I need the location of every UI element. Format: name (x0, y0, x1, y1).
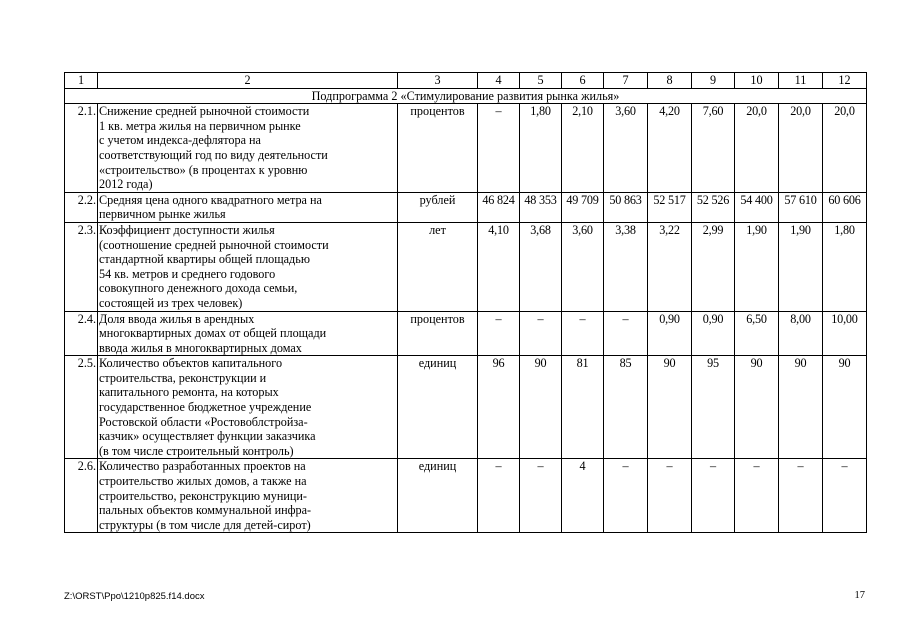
value-cell: – (478, 104, 520, 193)
table-row (65, 192, 867, 222)
value-cell: 1,80 (823, 222, 867, 311)
value-cell: 1,90 (779, 222, 823, 311)
value-cell: 0,90 (692, 311, 735, 356)
value-cell: 95 (692, 356, 735, 459)
column-number: 10 (735, 73, 779, 89)
row-number: 2.2. (65, 192, 98, 222)
value-cell: 90 (520, 356, 562, 459)
value-cell: 6,50 (735, 311, 779, 356)
table-row (65, 311, 867, 356)
indicator-name-line: Средняя цена одного квадратного метра на (99, 192, 322, 207)
column-number: 4 (478, 73, 520, 89)
value-cell: 20,0 (779, 104, 823, 193)
value-cell: 90 (823, 356, 867, 459)
indicator-name-line: строительство, реконструкцию муници- (99, 488, 307, 503)
indicator-name (98, 356, 398, 459)
indicator-name-line: с учетом индекса-дефлятора на (99, 133, 261, 148)
value-cell: 3,60 (604, 104, 648, 193)
column-number: 3 (398, 73, 478, 89)
value-cell: 3,38 (604, 222, 648, 311)
value-cell: 4 (562, 459, 604, 533)
value-cell: – (478, 311, 520, 356)
value-cell: 57 610 (779, 192, 823, 222)
indicator-name-line: казчик» осуществляет функции заказчика (99, 429, 316, 444)
value-cell: – (520, 459, 562, 533)
indicator-name-line: Количество объектов капитального (99, 356, 283, 371)
value-cell: 48 353 (520, 192, 562, 222)
value-cell: 46 824 (478, 192, 520, 222)
subprogram-row (65, 88, 867, 104)
value-cell: 50 863 (604, 192, 648, 222)
indicator-name (98, 104, 398, 193)
indicator-name-line: строительство жилых домов, а также на (99, 474, 307, 489)
indicator-name-line: Количество разработанных проектов на (99, 459, 306, 474)
value-cell: 1,80 (520, 104, 562, 193)
value-cell: 0,90 (648, 311, 692, 356)
indicator-name-line: ввода жилья в многоквартирных домах (99, 340, 302, 355)
value-cell: 90 (648, 356, 692, 459)
row-number: 2.1. (65, 104, 98, 193)
column-number: 9 (692, 73, 735, 89)
value-cell: 85 (604, 356, 648, 459)
indicator-name-line: 1 кв. метра жилья на первичном рынке (99, 118, 301, 133)
column-number: 6 (562, 73, 604, 89)
value-cell: 3,68 (520, 222, 562, 311)
unit-cell: лет (398, 222, 478, 311)
value-cell: – (604, 459, 648, 533)
table-row (65, 222, 867, 311)
value-cell: – (604, 311, 648, 356)
table-row (65, 459, 867, 533)
value-cell: 4,10 (478, 222, 520, 311)
column-number: 1 (65, 73, 98, 89)
column-number: 12 (823, 73, 867, 89)
value-cell: 52 517 (648, 192, 692, 222)
value-cell: 1,90 (735, 222, 779, 311)
indicator-name (98, 192, 398, 222)
unit-cell: процентов (398, 311, 478, 356)
value-cell: – (520, 311, 562, 356)
indicator-name-line: первичном рынке жилья (99, 207, 226, 222)
value-cell: 10,00 (823, 311, 867, 356)
indicator-name-line: 54 кв. метров и среднего годового (99, 266, 276, 281)
file-path: Z:\ORST\Ppo\1210p825.f14.docx (64, 591, 205, 602)
indicator-name-line: структуры (в том числе для детей-сирот) (99, 517, 311, 532)
value-cell: 81 (562, 356, 604, 459)
indicators-table (64, 72, 867, 533)
unit-cell: процентов (398, 104, 478, 193)
value-cell: 90 (779, 356, 823, 459)
unit-cell: рублей (398, 192, 478, 222)
value-cell: – (562, 311, 604, 356)
indicator-name-line: Ростовской области «Ростовоблстройза- (99, 414, 308, 429)
indicator-name-line: совокупного денежного дохода семьи, (99, 281, 298, 296)
indicator-name-line: строительства, реконструкции и (99, 370, 267, 385)
value-cell: 7,60 (692, 104, 735, 193)
value-cell: 54 400 (735, 192, 779, 222)
indicator-name-line: капитального ремонта, на которых (99, 385, 279, 400)
indicator-name-line: соответствующий год по виду деятельности (99, 147, 328, 162)
indicator-name (98, 459, 398, 533)
indicator-name-line: многоквартирных домах от общей площади (99, 326, 327, 341)
indicator-name-line: государственное бюджетное учреждение (99, 400, 312, 415)
column-number: 5 (520, 73, 562, 89)
value-cell: – (692, 459, 735, 533)
value-cell: – (823, 459, 867, 533)
indicator-name-line: (в том числе строительный контроль) (99, 443, 294, 458)
table-row (65, 104, 867, 193)
indicator-name-line: Снижение средней рыночной стоимости (99, 104, 310, 119)
column-number: 2 (98, 73, 398, 89)
value-cell: 90 (735, 356, 779, 459)
page-number: 17 (854, 590, 865, 601)
value-cell: 20,0 (823, 104, 867, 193)
indicator-name-line: пальных объектов коммунальной инфра- (99, 503, 312, 518)
value-cell: – (779, 459, 823, 533)
value-cell: 49 709 (562, 192, 604, 222)
unit-cell: единиц (398, 356, 478, 459)
table-body (65, 73, 867, 533)
value-cell: – (478, 459, 520, 533)
column-number: 8 (648, 73, 692, 89)
row-number: 2.5. (65, 356, 98, 459)
column-number: 7 (604, 73, 648, 89)
indicator-name-line: стандартной квартиры общей площадью (99, 252, 310, 267)
indicator-name-line: состоящей из трех человек) (99, 295, 243, 310)
indicator-name-line: Доля ввода жилья в арендных (99, 311, 255, 326)
column-number: 11 (779, 73, 823, 89)
unit-cell: единиц (398, 459, 478, 533)
indicator-name-line: 2012 года) (99, 177, 153, 192)
value-cell: 60 606 (823, 192, 867, 222)
value-cell: – (648, 459, 692, 533)
value-cell: 2,99 (692, 222, 735, 311)
indicator-name-line: Коэффициент доступности жилья (99, 222, 275, 237)
row-number: 2.6. (65, 459, 98, 533)
value-cell: 3,22 (648, 222, 692, 311)
value-cell: 52 526 (692, 192, 735, 222)
value-cell: 8,00 (779, 311, 823, 356)
value-cell: 4,20 (648, 104, 692, 193)
value-cell: – (735, 459, 779, 533)
indicator-name (98, 311, 398, 356)
indicator-name-line: «строительство» (в процентах к уровню (99, 162, 308, 177)
table-row (65, 356, 867, 459)
value-cell: 3,60 (562, 222, 604, 311)
value-cell: 20,0 (735, 104, 779, 193)
value-cell: 2,10 (562, 104, 604, 193)
indicator-name (98, 222, 398, 311)
subprogram-title: Подпрограмма 2 «Стимулирование развития рынка жилья» (65, 88, 867, 104)
column-number-row (65, 73, 867, 89)
value-cell: 96 (478, 356, 520, 459)
indicator-name-line: (соотношение средней рыночной стоимости (99, 237, 329, 252)
row-number: 2.3. (65, 222, 98, 311)
row-number: 2.4. (65, 311, 98, 356)
